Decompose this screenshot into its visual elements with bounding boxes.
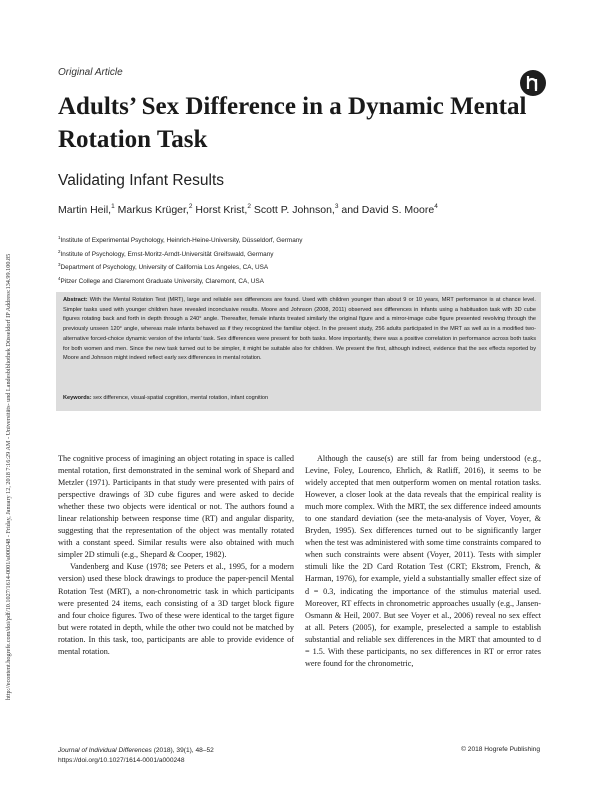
author: and David S. Moore$^4$ xyxy=(341,203,438,216)
author: Scott P. Johnson,$^3$ xyxy=(253,203,339,216)
keywords-label: Keywords: xyxy=(63,395,92,401)
paragraph: The cognitive process of imagining an object rotating in space is called mental rotation, first demonstrated in the seminal work of Shepard and Metzler (1971). Participants in that study were presented with pairs of perspective drawings of 3D cube figures and were asked to decide whether these two objects were identical or not. The authors found a linear relationship between response time (RT) and angular disparity, suggesting that the representation of the object was mentally rotated with a constant speed. Similar results were also obtained with much simpler 2D stimuli (e.g., Shepard & Cooper, 1982). xyxy=(58,454,294,560)
copyright: © 2018 Hogrefe Publishing xyxy=(461,746,540,753)
article-type-label: Original Article xyxy=(58,67,123,78)
abstract xyxy=(63,296,536,364)
journal-name: Journal of Individual Differences xyxy=(58,747,152,754)
article-subtitle: Validating Infant Results xyxy=(58,172,225,189)
download-watermark: http://econtent.hogrefe.com/doi/pdf/10.1027/1614-0001/a000248 - Friday, January 12, 2018 7:16:29 AM - Universitäts- und Landesbibliothek Düsseldorf IP Address:134.99.100.85 xyxy=(5,253,12,700)
affiliation: $^3$Department of Psychology, University of California Los Angeles, CA, USA xyxy=(58,262,269,271)
affiliation: $^2$Institute of Psychology, Ernst-Moritz-Arndt-Universität Greifswald, Germany xyxy=(58,248,274,258)
author-list xyxy=(58,203,558,216)
body-column-right xyxy=(305,453,541,670)
affiliation-list xyxy=(58,233,558,287)
abstract-text: With the Mental Rotation Test (MRT), large and reliable sex differences are found. Used with children younger than about 9 or 10 years, MRT performance is at chance level. Simpler tasks used with younger children have revealed inconclusive results. Moore and Johnson (2008, 2011) observed sex differences in infants using a habituation task with 3D cube figures rotating back and forth in depth through a 240° angle. Thereafter, female infants treated similarly the original figure and a mirror-image cube figure presented revolving through the previously unseen 120° angle, whereas male infants behaved as if they recognized the familiar object. In the present study, 256 adults participated in the MRT as well as in a modified two-alternative forced-choice dynamic version of the infants’ task. Sex differences were present for both tasks. More importantly, there was a positive correlation in performance across both tasks for both women and men. Since the new task turned out to be simpler, it might be suitable also for children. We present the first, although indirect, evidence that the sex effects reported by Moore and Johnson might indeed reflect early sex differences in mental rotation. xyxy=(63,297,536,362)
journal-info: (2018), 39(1), 48–52 xyxy=(153,747,214,754)
footer-citation xyxy=(58,746,214,766)
author: Martin Heil,$^1$ xyxy=(58,203,115,216)
body-column-left xyxy=(58,453,294,658)
author: Markus Krüger,$^2$ xyxy=(117,203,193,216)
affiliation: $^4$Pitzer College and Claremont Graduate University, Claremont, CA, USA xyxy=(58,275,264,285)
paragraph: Although the cause(s) are still far from being understood (e.g., Levine, Foley, Lourenco, Ehrlich, & Ratliff, 2016), it seems to be widely accepted that men outperform women on mental rotation tasks. However, a closer look at the data reveals that the empirical reality is much more complex. With the MRT, the sex difference indeed amounts to one standard deviation (see the meta-analysis of Voyer, Voyer, & Bryden, 1995). Sex differences turned out to be significantly larger when the test was administered with some time constraints compared to when such constraints were absent (Voyer, 2011). Tests with simpler stimuli like the 2D Card Rotation Test (CRT; Ekstrom, French, & Harman, 1976), for example, yield a substantially smaller effect size of d = 0.3, indicating the importance of the stimulus material used. Moreover, RT effects in chronometric approaches usually (e.g., Jansen-Osmann & Heil, 2007. But see Voyer et al., 2006) reveal no sex effect at all. Peters (2005), for example, preselected a sample to establish substantial and reliable sex differences in the MRT that amounted to d = 1.5. With these participants, no sex differences in RT or error rates were found for the chronometric, xyxy=(305,454,541,668)
abstract-label: Abstract: xyxy=(63,297,88,303)
affiliation: $^1$Institute of Experimental Psychology, Heinrich-Heine-University, Düsseldorf, Germany xyxy=(58,235,303,244)
paragraph: Vandenberg and Kuse (1978; see Peters et al., 1995, for a modern version) used these block drawings to produce the paper-pencil Mental Rotation Test (MRT), a non-chronometric task in which participants were presented 24 items, each consisting of a 3D target block figure and four choice figures. Two of these were identical to the target figure but were rotated in depth, while the other two could not be matched by rotation. In this task, too, participants are able to provide evidence of mental rotation. xyxy=(58,562,294,656)
article-title: Adults’ Sex Difference in a Dynamic Mental Rotation Task xyxy=(58,93,527,153)
keywords-text: sex difference, visual-spatial cognition, mental rotation, infant cognition xyxy=(93,395,269,401)
doi-link[interactable]: https://doi.org/10.1027/1614-0001/a000248 xyxy=(58,757,185,764)
author: Horst Krist,$^2$ xyxy=(195,203,251,216)
keywords xyxy=(63,394,536,404)
